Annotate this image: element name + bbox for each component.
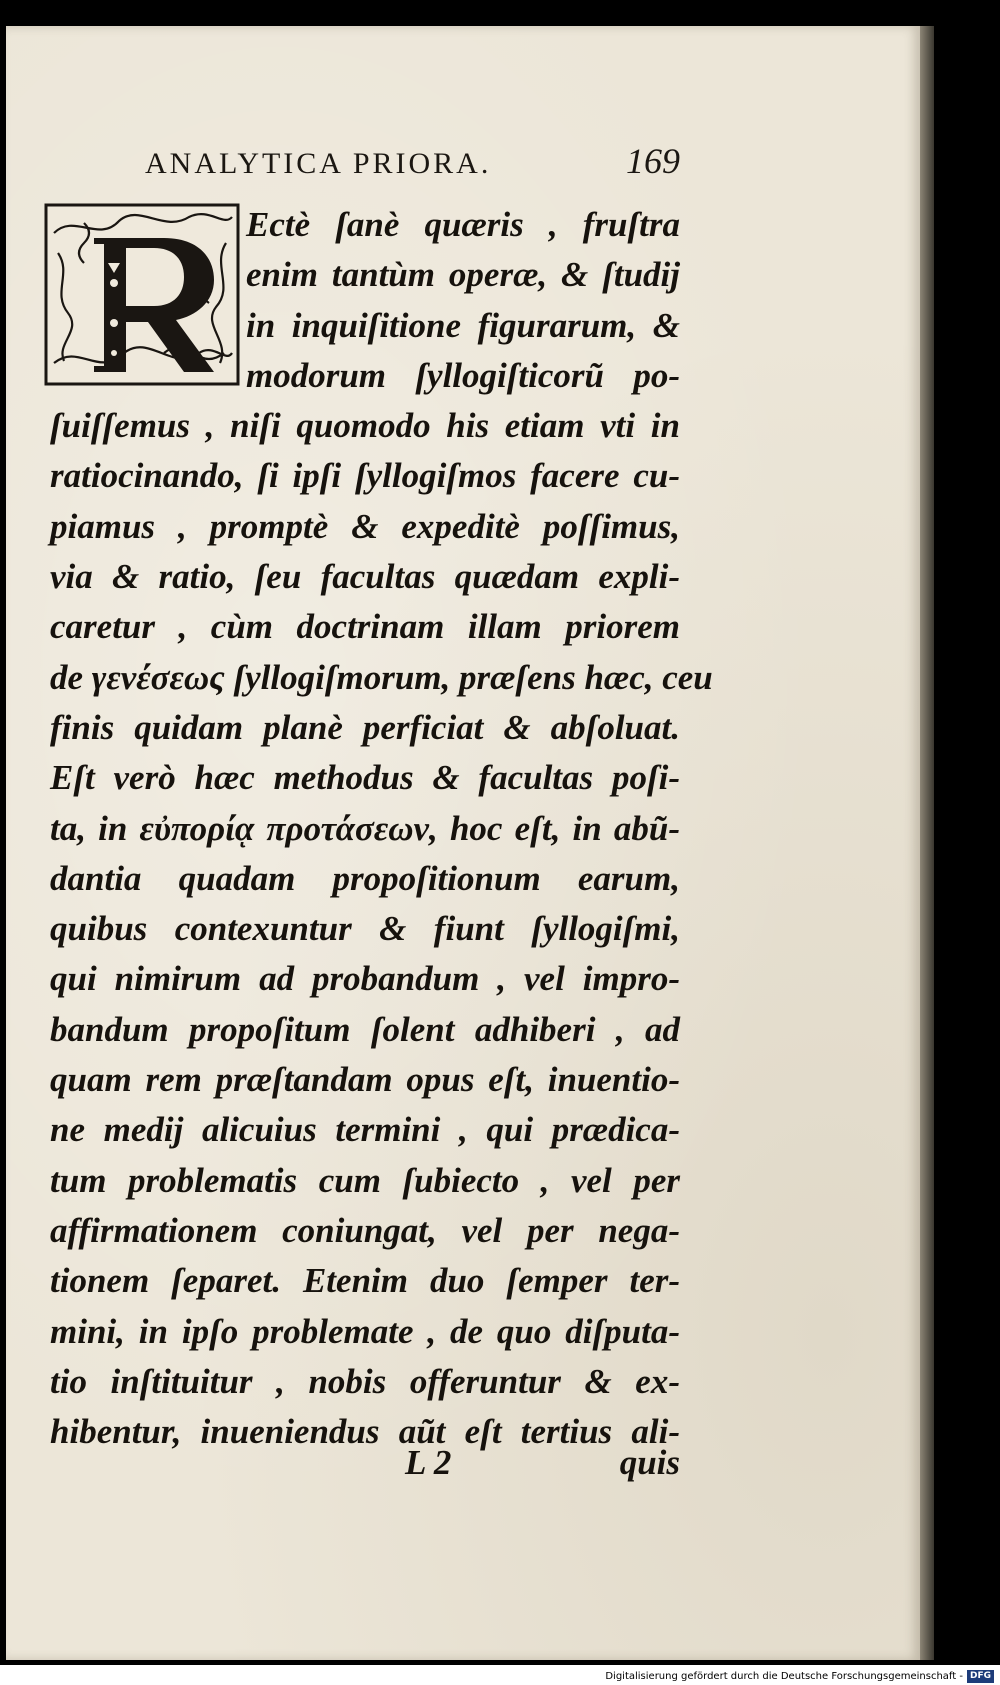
text-line: finis quidam planè perficiat & abſoluat.	[50, 707, 680, 747]
text-line: bandum propoſitum ſolent adhiberi , ad	[50, 1009, 680, 1049]
text-line: hibentur, inueniendus aũt eſt tertius ali-	[50, 1412, 680, 1452]
text-line: quam rem præſtandam opus eſt, inuentio-	[50, 1060, 680, 1100]
text-line: affirmationem coniungat, vel per nega-	[50, 1210, 680, 1250]
running-header	[145, 140, 680, 182]
text-line: tum problematis cum ſubiecto , vel per	[50, 1160, 680, 1200]
text-line: mini, in ipſo problemate , de quo diſputa-	[50, 1311, 680, 1351]
text-line: ſuiſſemus , niſi quomodo his etiam vti in	[50, 406, 680, 446]
text-line: piamus , promptè & expeditè poſſimus,	[50, 506, 680, 546]
text-line: in inquiſitione figurarum, &	[246, 305, 680, 345]
signature-mark: L 2	[405, 1443, 452, 1482]
text-line: tionem ſeparet. Etenim duo ſemper ter-	[50, 1261, 680, 1301]
text-line: dantia quadam propoſitionum earum,	[50, 858, 680, 898]
text-line: via & ratio, ſeu facultas quædam expli-	[50, 557, 680, 597]
catchword: quis	[619, 1443, 680, 1482]
page-edge	[920, 26, 934, 1660]
running-title: ANALYTICA PRIORA.	[145, 147, 492, 180]
text-line: modorum ſyllogiſticorũ po-	[246, 355, 680, 395]
text-line: enim tantùm operæ, & ſtudij	[246, 255, 680, 295]
page-number: 169	[626, 141, 680, 181]
body-text	[50, 200, 713, 1457]
text-line: ta, in εὐπορίᾳ προτάσεων, hoc eſt, in abũ-	[50, 808, 680, 848]
text-line: caretur , cùm doctrinam illam priorem	[50, 607, 680, 647]
dfg-logo-icon: DFG	[967, 1670, 994, 1683]
credit-text: Digitalisierung gefördert durch die Deutsche Forschungsgemeinschaft -	[605, 1670, 963, 1682]
text-line: de γενέσεως ſyllogiſmorum, præſens hæc, ceu	[50, 657, 713, 697]
text-line: Eſt verò hæc methodus & facultas poſi-	[50, 758, 680, 798]
signature-row	[405, 1443, 680, 1483]
digitization-credit	[605, 1668, 994, 1684]
text-line: ne medij alicuius termini , qui prædica-	[50, 1110, 680, 1150]
text-line: qui nimirum ad probandum , vel impro-	[50, 959, 680, 999]
text-line: quibus contexuntur & fiunt ſyllogiſmi,	[50, 909, 680, 949]
text-line: Ectè ſanè quæris , fruſtra	[246, 205, 680, 244]
text-line: tio inſtituitur , nobis offeruntur & ex-	[50, 1361, 680, 1401]
text-line: ratiocinando, ſi ipſi ſyllogiſmos facere cu-	[50, 456, 680, 496]
